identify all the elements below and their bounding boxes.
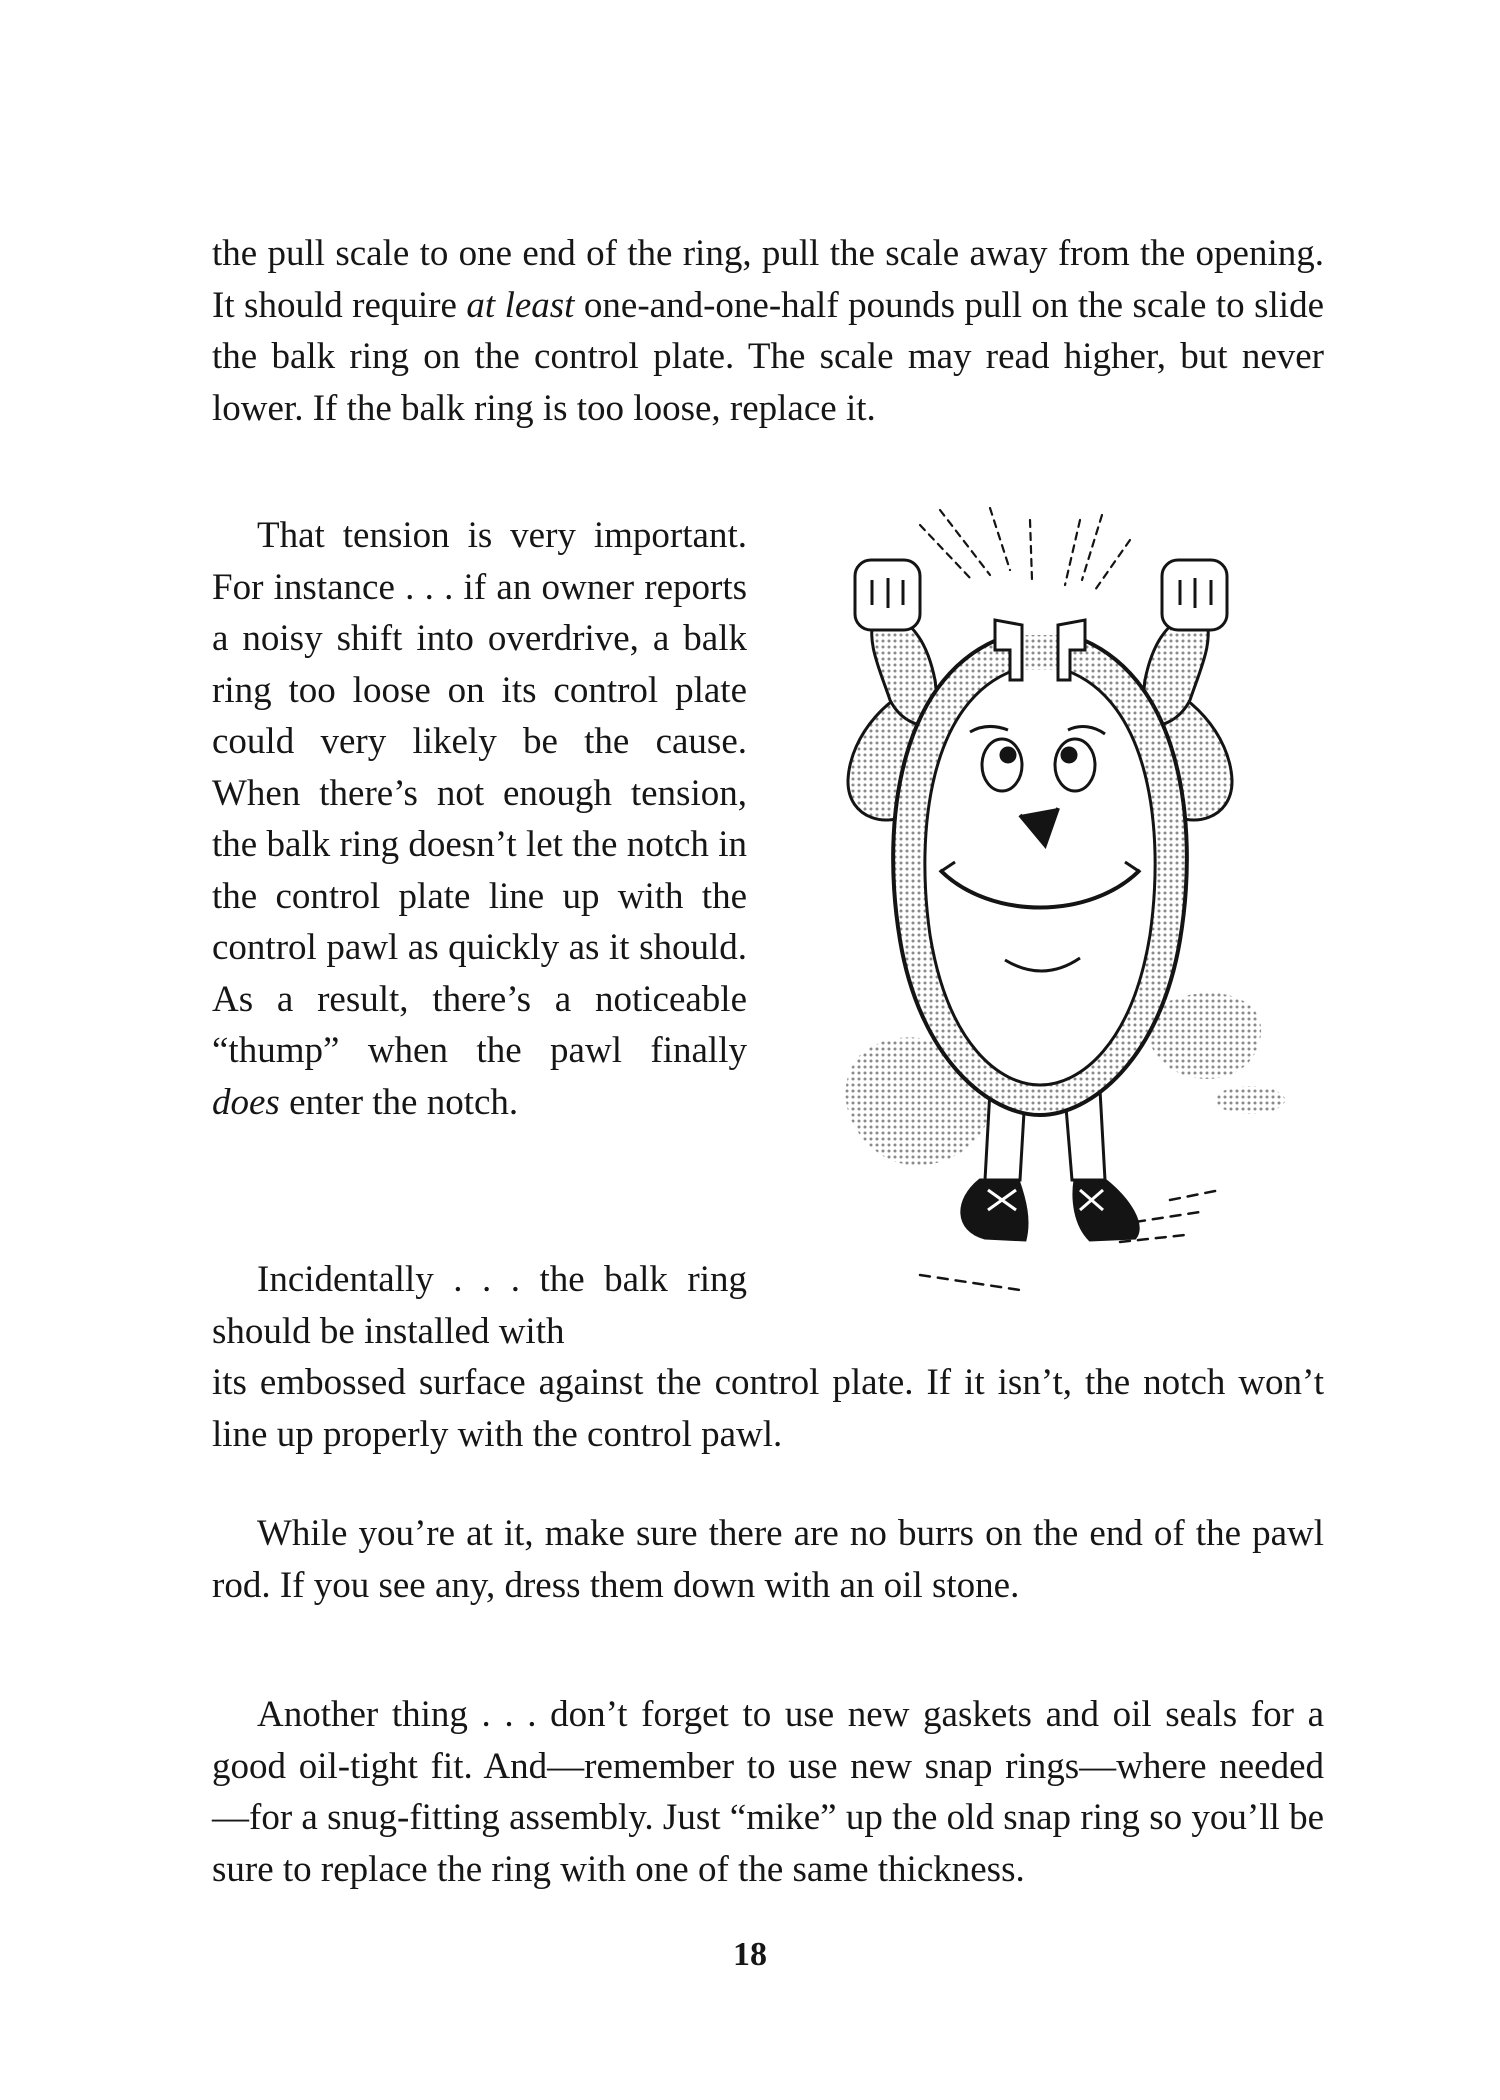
page-number: 18: [733, 1936, 767, 1973]
paragraph-1-text-after: one-and-one-half pounds pull on the scale to slide the balk ring on the control plate. The scale may read higher, but never lower. If the balk ring is too loose, replace it.: [212, 284, 1324, 429]
paragraph-incidentally-bottom: its embossed surface against the control plate. If it isn’t, the notch won’t line up properly with the control pawl.: [212, 1362, 1324, 1455]
paragraph-tension: [212, 510, 747, 1128]
paragraph-incidentally-top: Incidentally . . . the balk ring should be installed with: [212, 1259, 747, 1352]
paragraph-2-text: That tension is very important. For instance . . . if an owner reports a noisy shift into overdrive, a balk ring too loose on its control plate could very likely be the cause. When there’s not enough tension, the balk ring doesn’t let the notch in the control plate line up with the control pawl as quickly as it should. As a result, there’s a noticeable “thump” when the pawl finally: [212, 515, 747, 1071]
paragraph-burrs: While you’re at it, make sure there are no burrs on the end of the pawl rod. If you see any, dress them down with an oil stone.: [212, 1513, 1324, 1606]
paragraph-1-text: the pull scale to one end of the ring, pull the scale away from the opening. It should require: [212, 233, 1324, 326]
rays-group: [920, 508, 1130, 590]
emphasis-at-least: at least: [466, 284, 575, 326]
paragraph-pull-scale: [212, 228, 1324, 434]
paragraph-2-text-after: enter the notch.: [279, 1081, 519, 1123]
flexing-balk-ring-character-icon: [790, 500, 1290, 1300]
fists: [855, 560, 1227, 630]
emphasis-does: does: [212, 1081, 280, 1123]
balk-ring-body: [893, 620, 1187, 1115]
paragraph-gaskets: Another thing . . . don’t forget to use new gaskets and oil seals for a good oil-tight fit. And—remember to use new snap rings—where needed—for a snug-fitting assembly. Just “mike” up the old snap ring so you’ll be sure to replace the ring with one of the same thickness.: [212, 1694, 1324, 1890]
